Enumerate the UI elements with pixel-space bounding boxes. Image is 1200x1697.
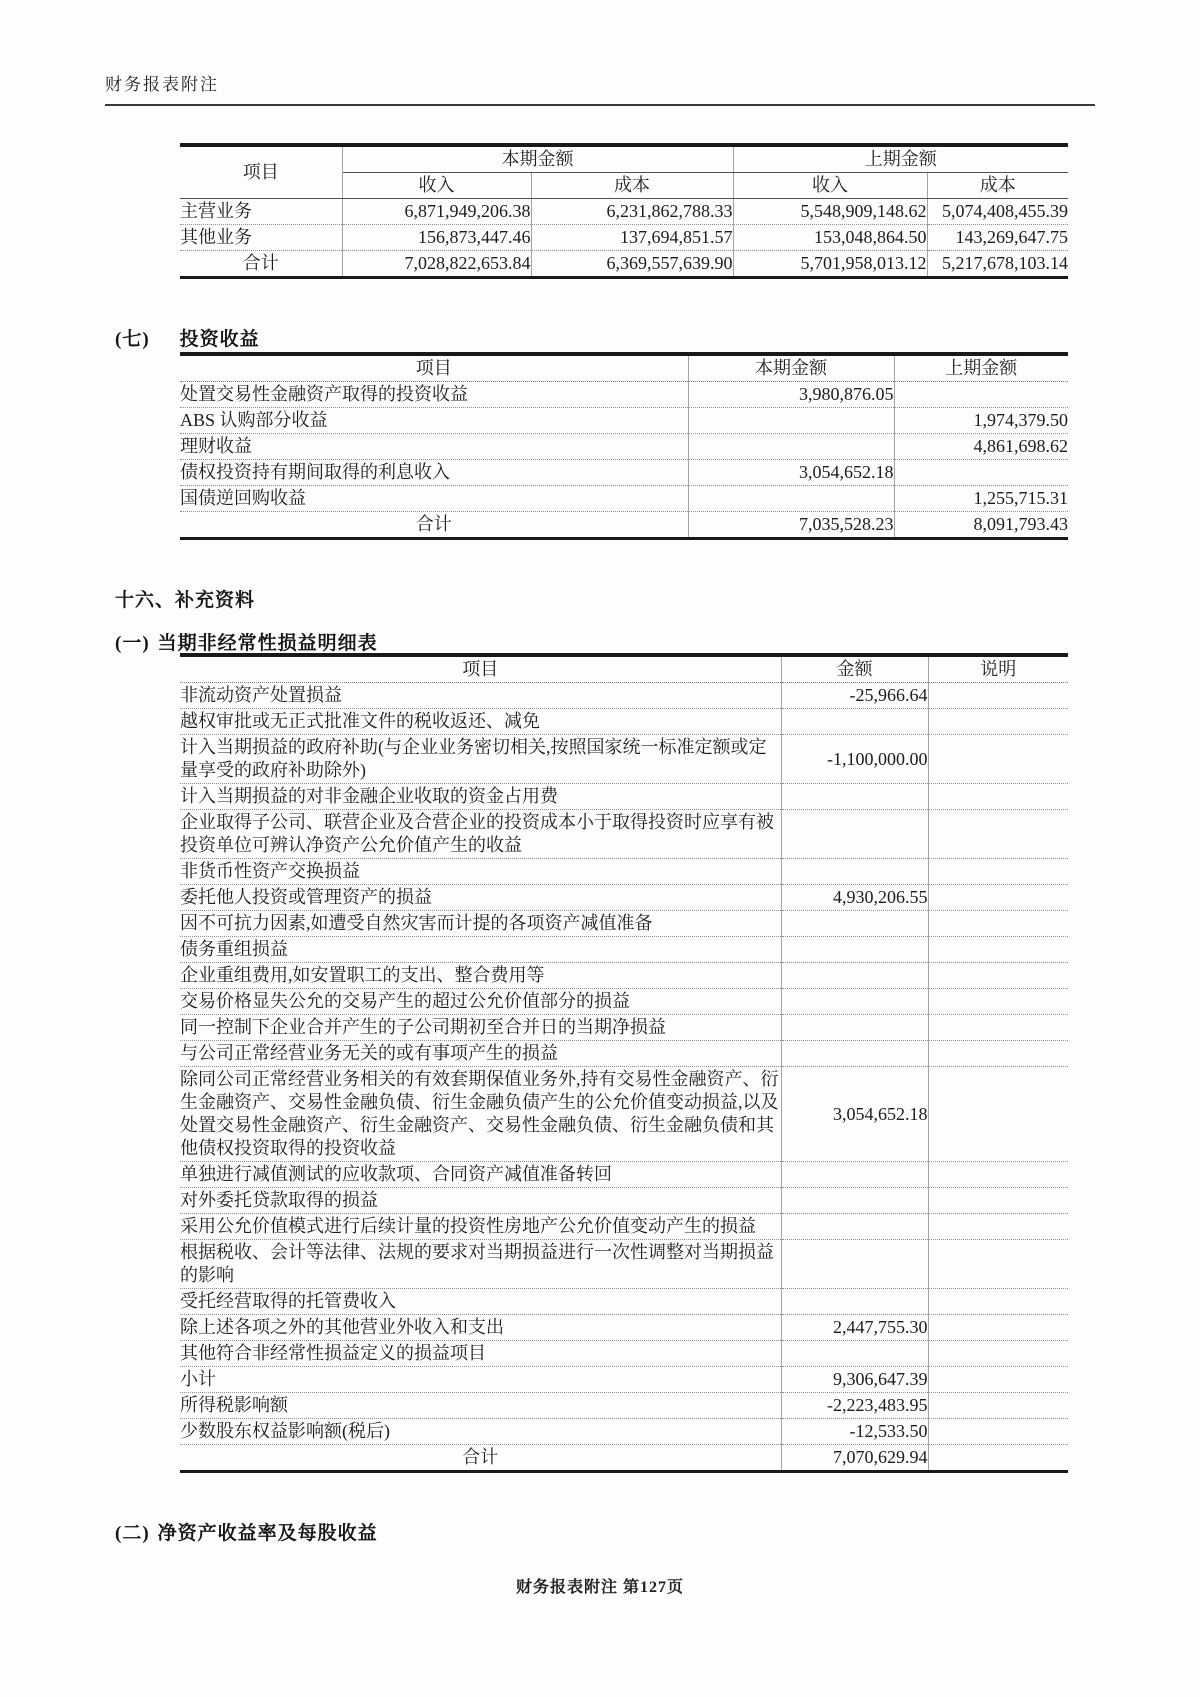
table-row [180, 911, 1068, 937]
table-row [180, 1341, 1068, 1367]
row-value [781, 1240, 928, 1289]
row-label: 计入当期损益的对非金融企业收取的资金占用费 [180, 784, 781, 810]
row-label: 同一控制下企业合并产生的子公司期初至合并日的当期净损益 [180, 1015, 781, 1041]
row-value: 2,447,755.30 [781, 1315, 928, 1341]
row-value: 5,548,909,148.62 [733, 199, 927, 225]
table-row [180, 1393, 1068, 1419]
row-value: 4,930,206.55 [781, 885, 928, 911]
table-row [180, 859, 1068, 885]
row-label: 合计 [180, 512, 688, 539]
table-row [180, 885, 1068, 911]
col-header-item: 项目 [180, 655, 781, 683]
row-value [781, 1341, 928, 1367]
row-value: 153,048,864.50 [733, 225, 927, 251]
table-row [180, 1188, 1068, 1214]
row-value [928, 810, 1068, 859]
row-value: 6,871,949,206.38 [342, 199, 531, 225]
table-row [180, 251, 1068, 278]
row-value [928, 1419, 1068, 1445]
row-value [928, 911, 1068, 937]
row-label: 主营业务 [180, 199, 342, 225]
row-value [894, 382, 1068, 408]
table-row [180, 963, 1068, 989]
table-row [180, 1067, 1068, 1162]
row-value [928, 1367, 1068, 1393]
row-value [688, 434, 894, 460]
row-value [928, 784, 1068, 810]
table-row [180, 1015, 1068, 1041]
table-row [180, 937, 1068, 963]
row-value [781, 1162, 928, 1188]
row-label: ABS 认购部分收益 [180, 408, 688, 434]
section-number: (七) [115, 329, 150, 350]
row-value [928, 1393, 1068, 1419]
row-label: 对外委托贷款取得的损益 [180, 1188, 781, 1214]
row-value: 9,306,647.39 [781, 1367, 928, 1393]
col-header-prior-revenue: 收入 [733, 173, 927, 199]
row-label: 合计 [180, 1445, 781, 1472]
col-header-item: 项目 [180, 145, 342, 199]
row-label: 债权投资持有期间取得的利息收入 [180, 460, 688, 486]
row-label: 计入当期损益的政府补助(与企业业务密切相关,按照国家统一标准定额或定量享受的政府补助除外) [180, 735, 781, 784]
row-value: 7,028,822,653.84 [342, 251, 531, 278]
row-value: -12,533.50 [781, 1419, 928, 1445]
row-label: 越权审批或无正式批准文件的税收返还、减免 [180, 709, 781, 735]
section-number: (一) [115, 633, 150, 654]
section-heading-investment-income [115, 324, 260, 351]
row-value: 5,701,958,013.12 [733, 251, 927, 278]
row-value [781, 989, 928, 1015]
col-header-current-revenue: 收入 [342, 173, 531, 199]
table-row [180, 382, 1068, 408]
row-label: 除上述各项之外的其他营业外收入和支出 [180, 1315, 781, 1341]
row-label: 非货币性资产交换损益 [180, 859, 781, 885]
table-row [180, 1162, 1068, 1188]
row-label: 小计 [180, 1367, 781, 1393]
row-label: 受托经营取得的托管费收入 [180, 1289, 781, 1315]
row-value [781, 784, 928, 810]
row-value [928, 1240, 1068, 1289]
section-title: 投资收益 [179, 329, 260, 350]
table-row [180, 460, 1068, 486]
row-value [928, 859, 1068, 885]
section-heading-nonrecurring-items [115, 628, 378, 655]
col-group-prior-period: 上期金额 [733, 145, 1068, 173]
row-value [928, 1214, 1068, 1240]
row-value: 8,091,793.43 [973, 514, 1068, 534]
row-value [928, 937, 1068, 963]
row-label: 处置交易性金融资产取得的投资收益 [180, 382, 688, 408]
row-value: 5,074,408,455.39 [927, 199, 1068, 225]
table-row [180, 1419, 1068, 1445]
row-value [928, 709, 1068, 735]
table-row [180, 225, 1068, 251]
row-value [928, 735, 1068, 784]
doc-header-title: 财务报表附注 [105, 70, 1095, 106]
row-value [781, 1015, 928, 1041]
section-title: 当期非经常性损益明细表 [157, 633, 378, 654]
row-label: 企业重组费用,如安置职工的支出、整合费用等 [180, 963, 781, 989]
investment-income-table [180, 352, 1068, 540]
table-row [180, 1041, 1068, 1067]
row-value [781, 911, 928, 937]
row-label: 理财收益 [180, 434, 688, 460]
col-header-prior-cost: 成本 [927, 173, 1068, 199]
row-label: 其他业务 [180, 225, 342, 251]
row-value: 3,980,876.05 [688, 382, 894, 408]
row-value: 4,861,698.62 [894, 434, 1068, 460]
col-header-current-amount: 本期金额 [688, 354, 894, 382]
col-header-prior-amount: 上期金额 [894, 354, 1068, 382]
page-footer: 财务报表附注 第127页 [515, 1579, 684, 1596]
row-value [928, 1162, 1068, 1188]
row-label: 少数股东权益影响额(税后) [180, 1419, 781, 1445]
section-number: (二) [115, 1523, 150, 1544]
row-value [928, 1041, 1068, 1067]
row-label: 采用公允价值模式进行后续计量的投资性房地产公允价值变动产生的损益 [180, 1214, 781, 1240]
row-label: 所得税影响额 [180, 1393, 781, 1419]
row-value [781, 1214, 928, 1240]
table-row [180, 1315, 1068, 1341]
row-value: 3,054,652.18 [688, 460, 894, 486]
table-row [180, 1445, 1068, 1472]
row-value: 143,269,647.75 [927, 225, 1068, 251]
row-value [781, 1041, 928, 1067]
table-row [180, 1289, 1068, 1315]
row-value [781, 963, 928, 989]
row-value [928, 1445, 1068, 1472]
section-heading-supplementary-info: 十六、补充资料 [115, 590, 256, 611]
row-label: 委托他人投资或管理资产的损益 [180, 885, 781, 911]
row-value: 6,231,862,788.33 [531, 199, 733, 225]
section-title: 净资产收益率及每股收益 [157, 1523, 378, 1544]
row-label: 企业取得子公司、联营企业及合营企业的投资成本小于取得投资时应享有被投资单位可辨认净资产公允价值产生的收益 [180, 810, 781, 859]
row-label: 非流动资产处置损益 [180, 683, 781, 709]
table-row [180, 709, 1068, 735]
table-row [180, 486, 1068, 512]
row-value [928, 963, 1068, 989]
row-value [781, 810, 928, 859]
row-value [894, 460, 1068, 486]
table-row [180, 810, 1068, 859]
row-label: 除同公司正常经营业务相关的有效套期保值业务外,持有交易性金融资产、衍生金融资产、交易性金融负债、衍生金融负债产生的公允价值变动损益,以及处置交易性金融资产、衍生金融资产、交易性金融负债、衍生金融负债和其他债权投资取得的投资收益 [180, 1067, 781, 1162]
row-label: 因不可抗力因素,如遭受自然灾害而计提的各项资产减值准备 [180, 911, 781, 937]
row-value: 7,070,629.94 [781, 1445, 928, 1472]
col-group-current-period: 本期金额 [342, 145, 733, 173]
col-header-amount: 金额 [781, 655, 928, 683]
row-label: 债务重组损益 [180, 937, 781, 963]
table-row [180, 512, 1068, 539]
row-value: -2,223,483.95 [781, 1393, 928, 1419]
row-value [781, 709, 928, 735]
row-value: 3,054,652.18 [781, 1067, 928, 1162]
row-value: 7,035,528.23 [688, 512, 894, 539]
row-value: 5,217,678,103.14 [942, 253, 1068, 273]
col-header-note: 说明 [928, 655, 1068, 683]
table-row [180, 1367, 1068, 1393]
row-value [928, 1341, 1068, 1367]
table-row [180, 1214, 1068, 1240]
row-value: 156,873,447.46 [342, 225, 531, 251]
table-row [180, 199, 1068, 225]
row-value [928, 1315, 1068, 1341]
row-value [688, 486, 894, 512]
row-label: 与公司正常经营业务无关的或有事项产生的损益 [180, 1041, 781, 1067]
row-label: 根据税收、会计等法律、法规的要求对当期损益进行一次性调整对当期损益的影响 [180, 1240, 781, 1289]
row-value [928, 989, 1068, 1015]
row-label: 单独进行减值测试的应收款项、合同资产减值准备转回 [180, 1162, 781, 1188]
row-value [781, 859, 928, 885]
row-label: 合计 [180, 251, 342, 278]
table-row [180, 989, 1068, 1015]
row-value [928, 1289, 1068, 1315]
row-value: 1,974,379.50 [894, 408, 1068, 434]
table-row [180, 784, 1068, 810]
row-value [781, 1289, 928, 1315]
row-value: 137,694,851.57 [531, 225, 733, 251]
row-value [928, 1015, 1068, 1041]
nonrecurring-items-table [180, 653, 1068, 1473]
row-value [928, 1067, 1068, 1162]
row-value [928, 885, 1068, 911]
col-header-item: 项目 [180, 354, 688, 382]
row-label: 其他符合非经常性损益定义的损益项目 [180, 1341, 781, 1367]
row-value [928, 1188, 1068, 1214]
revenue-cost-table [180, 143, 1068, 279]
row-value: 1,255,715.31 [894, 486, 1068, 512]
table-row [180, 735, 1068, 784]
table-row [180, 683, 1068, 709]
row-value: 6,369,557,639.90 [531, 251, 733, 278]
row-value: -1,100,000.00 [781, 735, 928, 784]
row-value [781, 1188, 928, 1214]
row-label: 国债逆回购收益 [180, 486, 688, 512]
row-value [781, 937, 928, 963]
table-row [180, 408, 1068, 434]
row-value [688, 408, 894, 434]
row-value: -25,966.64 [781, 683, 928, 709]
col-header-current-cost: 成本 [531, 173, 733, 199]
row-value [928, 683, 1068, 709]
section-heading-roe-eps [115, 1518, 378, 1545]
row-label: 交易价格显失公允的交易产生的超过公允价值部分的损益 [180, 989, 781, 1015]
table-row [180, 434, 1068, 460]
table-row [180, 1240, 1068, 1289]
